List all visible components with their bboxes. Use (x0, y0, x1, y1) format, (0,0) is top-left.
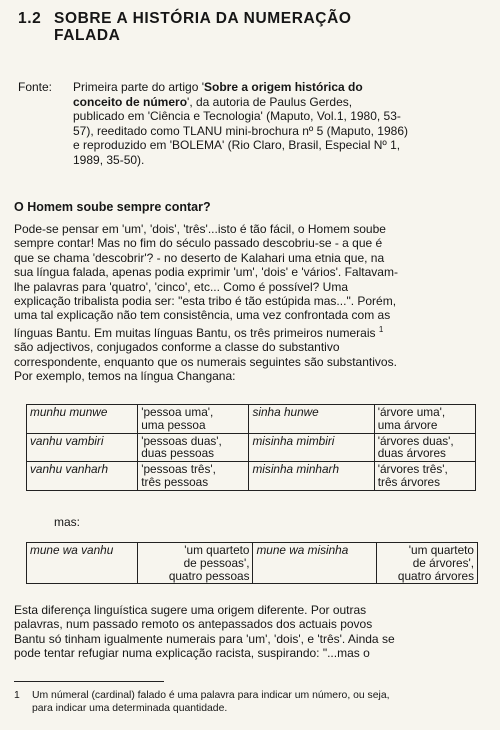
cell-line: vanhu vanharh (30, 462, 109, 477)
cell-line: de pessoas', (183, 555, 250, 570)
translation-cell (138, 405, 249, 434)
paragraph-line: sempre contar! Mas no fim do século passado descobriu-se - a que é (14, 236, 383, 251)
quartet-table (26, 542, 478, 584)
source-label: Fonte: (18, 80, 53, 94)
bantu-term-cell (27, 543, 138, 584)
cell-line: sinha hunwe (252, 405, 319, 419)
paragraph-line: explicação tribalista podia ser: "esta tribo é tão estúpida mas...". Porém, (14, 294, 397, 309)
footnote-mark: 1 (14, 690, 20, 701)
paragraph-line-text: línguas Bantu. Em muitas línguas Bantu, os três primeiros numerais (14, 325, 376, 340)
paragraph-line: lhe palavras para 'quatro', 'cinco', etc... Como é possível? Uma (14, 279, 348, 294)
footnote-divider (14, 681, 164, 682)
translation-cell (374, 462, 475, 491)
cell-line: 'pessoas duas', (141, 433, 222, 448)
bantu-term-cell (249, 462, 374, 491)
source-text-fragment: ', da autoria de Paulus Gerdes, (187, 94, 353, 109)
cell-line: 'árvores três', (377, 462, 448, 477)
table-row (27, 543, 478, 584)
bantu-term-cell (27, 462, 138, 491)
table-row (27, 433, 476, 462)
paragraph-line: Esta diferença linguística sugere uma origem diferente. Por outras (14, 603, 367, 617)
bantu-term-cell (253, 543, 376, 584)
source-text-fragment: Primeira parte do artigo ' (73, 80, 205, 94)
source-line (73, 95, 486, 110)
cell-line: duas pessoas (141, 446, 215, 461)
translation-cell (138, 433, 249, 462)
paragraph-line: Pode-se pensar em 'um', 'dois', 'três'...isto é tão fácil, o Homem soube (14, 222, 386, 236)
cell-line: misinha mimbiri (252, 433, 335, 448)
section-heading (18, 10, 488, 44)
cell-line: mune wa vanhu (30, 543, 114, 557)
subheading: O Homem soube sempre contar? (14, 200, 211, 214)
translation-cell (374, 433, 475, 462)
translation-cell (138, 543, 253, 584)
footnote-line: Um númeral (cardinal) falado é uma palavra para indicar um número, ou seja, (32, 690, 390, 701)
section-title-line1: SOBRE A HISTÓRIA DA NUMERAÇÃO (54, 10, 352, 27)
source-line: e reproduzido em 'BOLEMA' (Rio Claro, Brasil, Especial Nº 1, (73, 138, 401, 153)
translation-cell (374, 405, 475, 434)
footnote-text (32, 690, 482, 715)
paragraph-line: Bantu só tinham igualmente numerais para 'um', 'dois', e 'três'. Ainda se (14, 631, 395, 646)
table-row (27, 462, 476, 491)
changana-numerals-table (26, 404, 476, 491)
cell-line: 'árvores duas', (377, 433, 454, 448)
contrast-label-text: mas: (54, 515, 81, 529)
paragraph-line (14, 323, 486, 340)
article-title-fragment: Sobre a origem histórica do (204, 80, 363, 94)
bantu-term-cell (249, 433, 374, 462)
paragraph-line: pode tentar refugiar numa explicação racista, suspirando: "...mas o (14, 646, 370, 661)
cell-line: 'um quarteto (408, 543, 474, 557)
translation-cell (376, 543, 477, 584)
cell-line: uma pessoa (141, 417, 206, 432)
table-row (27, 405, 476, 434)
source-text (73, 80, 486, 168)
cell-line: 'pessoas três', (141, 462, 216, 477)
contrast-label (54, 515, 80, 529)
cell-line: três pessoas (141, 474, 209, 489)
cell-line: vanhu vambiri (30, 433, 104, 448)
source-line: publicado em 'Ciência e Tecnologia' (Maputo, Vol.1, 1980, 53- (73, 109, 401, 124)
source-line: 1989, 35-50). (73, 152, 145, 167)
source-line: 57), reeditado como TLANU mini-brochura nº 5 (Maputo, 1986) (73, 123, 408, 138)
bantu-term-cell (27, 405, 138, 434)
translation-cell (138, 462, 249, 491)
source-line (73, 80, 486, 95)
paragraph-line: Por exemplo, temos na língua Changana: (14, 369, 236, 384)
cell-line: misinha minharh (252, 462, 340, 477)
paragraph-line: palavras, num passado remoto os antepassados dos actuais povos (14, 617, 373, 632)
cell-line: duas árvores (377, 446, 446, 461)
cell-line: quatro árvores (397, 568, 474, 583)
cell-line: munhu munwe (30, 405, 108, 419)
paragraph-line: que se chama 'descobrir'? - no deserto de Kalahari uma etnia que, na (14, 250, 385, 265)
bantu-term-cell (27, 433, 138, 462)
cell-line: 'pessoa uma', (141, 405, 214, 419)
section-title-line2: FALADA (54, 27, 121, 44)
paragraph-line: são adjectivos, conjugados conforme a classe do substantivo (14, 340, 340, 355)
cell-line: quatro pessoas (168, 568, 250, 583)
cell-line: mune wa misinha (256, 543, 349, 557)
paragraph-line: sua língua falada, apenas podia exprimir 'um', 'dois' e 'vários'. Faltavam- (14, 265, 398, 280)
paragraph (14, 222, 486, 383)
cell-line: três árvores (377, 474, 441, 489)
footnote-line: para indicar uma determinada quantidade. (32, 702, 228, 714)
cell-line: de árvores', (412, 555, 474, 570)
cell-line: 'árvore uma', (377, 405, 446, 419)
section-number: 1.2 (18, 10, 42, 27)
cell-line: 'um quarteto (184, 543, 250, 557)
footnote-reference: 1 (378, 324, 384, 334)
paragraph-line: correspondente, enquanto que os numerais seguintes são substantivos. (14, 354, 397, 369)
article-title-fragment: conceito de número (73, 94, 188, 109)
paragraph-line: uma tal explicação não tem consistência, uma vez confrontada com as (14, 308, 391, 323)
cell-line: uma árvore (377, 417, 438, 432)
bantu-term-cell (249, 405, 374, 434)
paragraph (14, 603, 486, 661)
